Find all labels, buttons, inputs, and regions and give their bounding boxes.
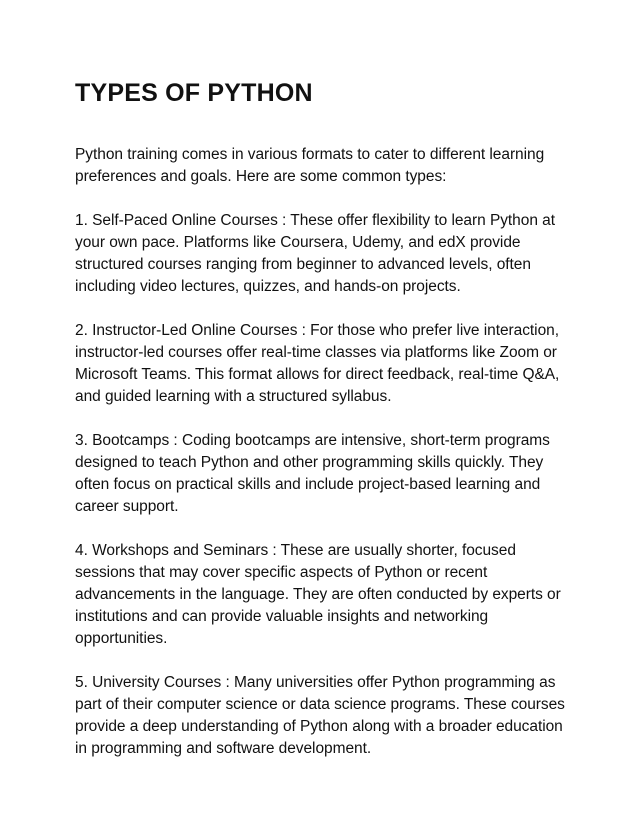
list-item-instructor-led: 2. Instructor-Led Online Courses : For those who prefer live interaction, instructor-led courses offer real-time classes via platforms like Zoom or Microsoft Teams. This format allows for direct feedback, real-time Q&A, and guided learning with a structured syllabus. [75, 322, 560, 405]
list-item-self-paced: 1. Self-Paced Online Courses : These offer flexibility to learn Python at your own pace. Platforms like Coursera, Udemy, and edX provide structured courses ranging from beginner to advanced levels, often including video lectures, quizzes, and hands-on projects. [75, 212, 555, 295]
page-title: TYPES OF PYTHON [75, 79, 313, 107]
intro-paragraph: Python training comes in various formats to cater to different learning preferences and goals. Here are some common types: [75, 146, 545, 185]
list-item-university: 5. University Courses : Many universities offer Python programming as part of their computer science or data science programs. These courses provide a deep understanding of Python along with a broader education in programming and software development. [75, 674, 565, 757]
document-body [75, 78, 567, 760]
list-item-workshops: 4. Workshops and Seminars : These are usually shorter, focused sessions that may cover specific aspects of Python or recent advancements in the language. They are often conducted by experts or institutions and can provide valuable insights and networking opportunities. [75, 542, 561, 647]
list-item-bootcamps: 3. Bootcamps : Coding bootcamps are intensive, short-term programs designed to teach Python and other programming skills quickly. They often focus on practical skills and include project-based learning and career support. [75, 432, 550, 515]
